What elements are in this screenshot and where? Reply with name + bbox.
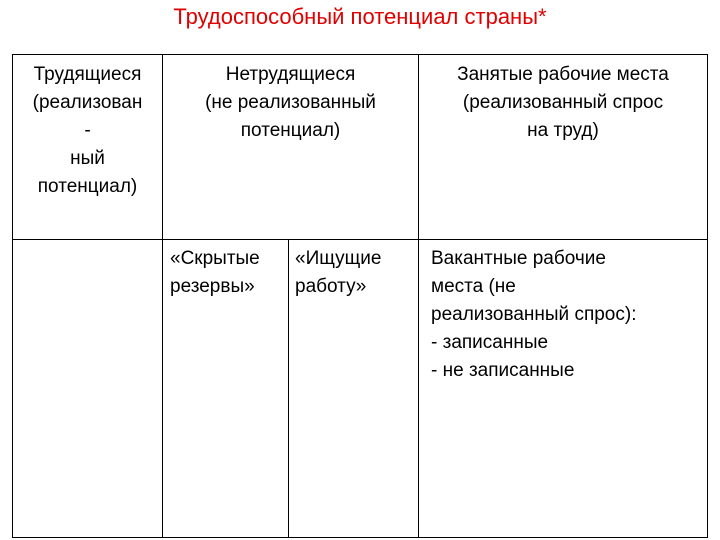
non-working-cell: Нетрудящиеся (не реализованный потенциал) bbox=[205, 64, 376, 141]
page-title: Трудоспособный потенциал страны* bbox=[173, 4, 547, 29]
row-divider bbox=[13, 239, 707, 240]
vacant-jobs-cell: Вакантные рабочие места (не реализованный спрос): - записанные - не записанные bbox=[431, 248, 637, 381]
hidden-reserves-cell: «Скрытые резервы» bbox=[170, 248, 260, 297]
job-seekers-cell: «Ищущие работу» bbox=[295, 248, 382, 297]
working-cell: Трудящиеся (реализован - ный потенциал) bbox=[32, 64, 143, 197]
occupied-jobs-cell: Занятые рабочие места (реализованный спрос на труд) bbox=[457, 64, 669, 141]
potential-table bbox=[12, 54, 708, 538]
